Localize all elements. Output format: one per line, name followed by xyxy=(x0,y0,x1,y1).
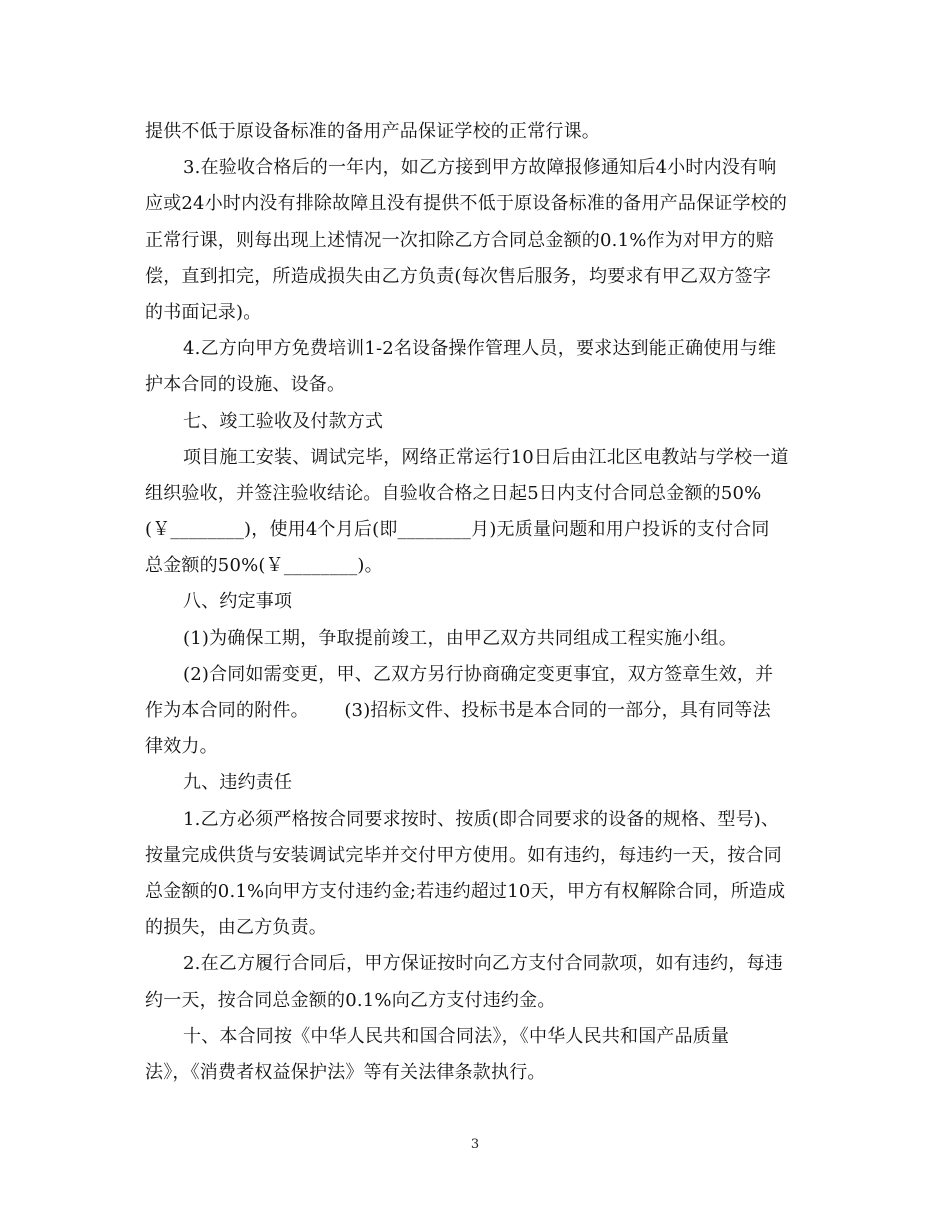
text-line: 的损失，由乙方负责。 xyxy=(145,917,327,939)
text-line: 护本合同的设施、设备。 xyxy=(145,374,346,396)
text-line: 正常行课，则每出现上述情况一次扣除乙方合同总金额的0.1%作为对甲方的赔 xyxy=(145,229,774,251)
page-number: 3 xyxy=(470,1137,480,1152)
text-line: 作为本合同的附件。 (3)招标文件、投标书是本合同的一部分，具有同等法 xyxy=(145,700,771,721)
section-heading: 七、竣工验收及付款方式 xyxy=(183,410,384,432)
text-line: 4.乙方向甲方免费培训1-2名设备操作管理人员，要求达到能正确使用与维 xyxy=(183,338,777,360)
text-line: (2)合同如需变更，甲、乙双方另行协商确定变更事宜，双方签章生效，并 xyxy=(183,663,774,685)
text-line: (￥________)，使用4个月后(即________月)无质量问题和用户投诉的支付合同 xyxy=(145,519,770,541)
text-line: 3.在验收合格后的一年内，如乙方接到甲方故障报修通知后4小时内没有响 xyxy=(183,157,777,179)
section-heading: 八、约定事项 xyxy=(183,591,293,613)
text-line: 偿，直到扣完，所造成损失由乙方负责(每次售后服务，均要求有甲乙双方签字 xyxy=(145,265,772,287)
text-line: 1.乙方必须严格按合同要求按时、按质(即合同要求的设备的规格、型号)、 xyxy=(183,808,780,830)
text-line: 法》，《消费者权益保护法》等有关法律条款执行。 xyxy=(145,1061,546,1083)
text-line: 总金额的0.1%向甲方支付违约金;若违约超过10天，甲方有权解除合同，所造成 xyxy=(145,880,786,902)
text-line: 总金额的50%(￥________)。 xyxy=(145,555,383,577)
text-line: 提供不低于原设备标准的备用产品保证学校的正常行课。 xyxy=(145,121,600,142)
text-line: 的书面记录)。 xyxy=(145,301,262,323)
text-line: 组织验收，并签注验收结论。自验收合格之日起5日内支付合同总金额的50% xyxy=(145,482,762,504)
section-heading: 九、违约责任 xyxy=(183,772,293,794)
text-line: 按量完成供货与安装调试完毕并交付甲方使用。如有违约，每违约一天，按合同 xyxy=(145,844,782,866)
text-line: 2.在乙方履行合同后，甲方保证按时向乙方支付合同款项，如有违约，每违 xyxy=(183,953,783,975)
text-line: 应或24小时内没有排除故障且没有提供不低于原设备标准的备用产品保证学校的 xyxy=(145,193,788,215)
text-line: 项目施工安装、调试完毕，网络正常运行10日后由江北区电教站与学校一道 xyxy=(183,446,789,468)
text-line: 约一天，按合同总金额的0.1%向乙方支付违约金。 xyxy=(145,989,556,1011)
text-line: 十、本合同按《中华人民共和国合同法》，《中华人民共和国产品质量 xyxy=(183,1025,730,1047)
text-line: (1)为确保工期，争取提前竣工，由甲乙双方共同组成工程实施小组。 xyxy=(183,627,737,649)
text-line: 律效力。 xyxy=(145,736,218,758)
contract-body-text xyxy=(145,114,815,1091)
